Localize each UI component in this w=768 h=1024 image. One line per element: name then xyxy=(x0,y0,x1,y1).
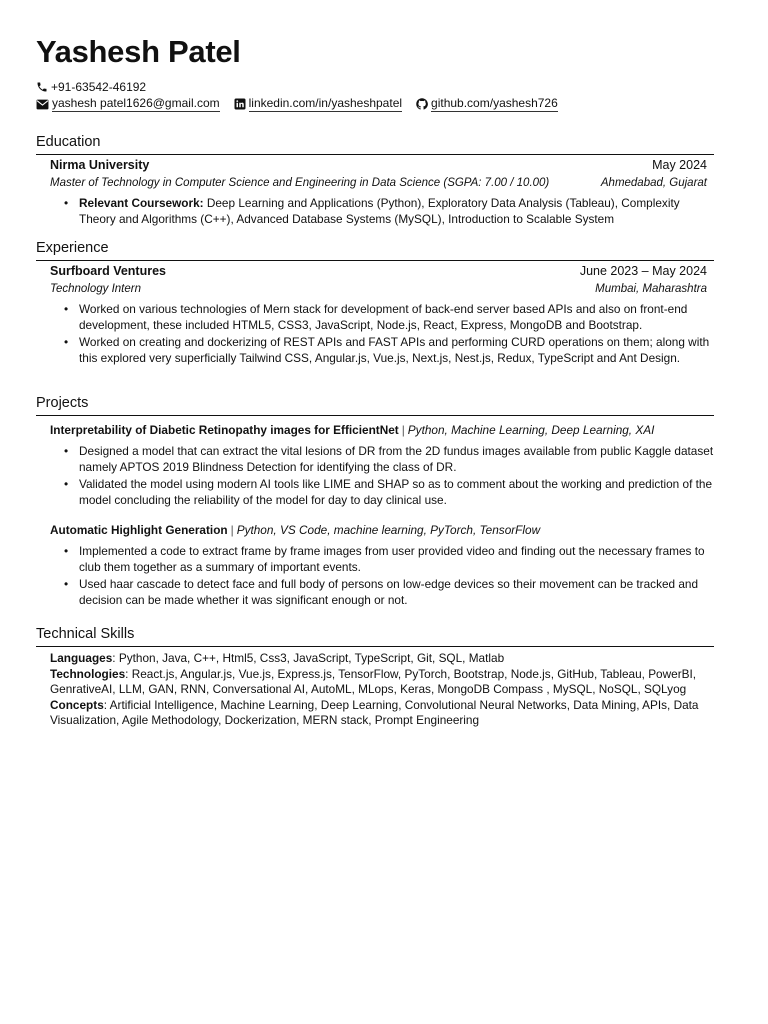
project-separator: | xyxy=(230,523,234,537)
phone-contact xyxy=(36,80,146,94)
list-item xyxy=(64,196,716,227)
project-title: Automatic Highlight Generation xyxy=(50,523,228,537)
project-separator: | xyxy=(401,423,405,437)
experience-role-row xyxy=(50,283,707,295)
experience-company-row xyxy=(50,264,707,278)
education-bullets xyxy=(64,196,716,229)
list-item: • Used haar cascade to detect face and full body of persons on low-edge devices so their movement can be tracked and decision can be made whether it was significant enough or not. xyxy=(64,577,716,608)
school-name: Nirma University xyxy=(50,158,150,172)
coursework-text: Deep Learning and Applications (Python), Exploratory Data Analysis (Tableau), Complexity Theory and Algorithms (C++), Advanced Database Systems (MySQL), Introduction to Scalable System xyxy=(79,196,680,226)
skills-heading: Technical Skills xyxy=(36,626,135,642)
links-row xyxy=(36,96,572,112)
education-degree-row xyxy=(50,177,707,189)
github-link[interactable]: github.com/yashesh726 xyxy=(431,96,558,110)
education-heading: Education xyxy=(36,134,101,150)
school-location: Ahmedabad, Gujarat xyxy=(600,177,707,189)
skills-divider xyxy=(36,646,714,647)
technologies-label: Technologies xyxy=(50,666,126,681)
skills-technologies xyxy=(50,667,710,698)
skills-concepts xyxy=(50,698,710,729)
linkedin-icon xyxy=(234,98,246,110)
concepts-text: : Artificial Intelligence, Machine Learning, Deep Learning, Convolutional Neural Networks, Data Mining, APIs, Data Visualization, Agile Methodology, Dockerization, MERN stack, Prompt Engineering xyxy=(50,697,699,727)
education-divider xyxy=(36,154,714,155)
graduation-date: May 2024 xyxy=(652,158,707,172)
coursework-label: Relevant Coursework: xyxy=(79,196,204,210)
project-tech: Python, VS Code, machine learning, PyTorch, TensorFlow xyxy=(236,523,541,537)
project-1-heading xyxy=(50,423,654,437)
degree: Master of Technology in Computer Science and Engineering in Data Science (SGPA: 7.00 / 10.00) xyxy=(50,177,550,189)
project-tech: Python, Machine Learning, Deep Learning, XAI xyxy=(407,423,655,437)
experience-date: June 2023 – May 2024 xyxy=(579,264,707,278)
concepts-label: Concepts xyxy=(50,697,104,712)
languages-text: : Python, Java, C++, Html5, Css3, JavaScript, TypeScript, Git, SQL, Matlab xyxy=(112,651,505,665)
education-school-row xyxy=(50,158,707,172)
experience-bullets xyxy=(64,302,716,368)
envelope-icon xyxy=(36,99,49,110)
candidate-name: Yashesh Patel xyxy=(36,34,241,69)
project-2-heading xyxy=(50,523,540,537)
github-contact[interactable] xyxy=(416,96,558,112)
list-item: • Validated the model using modern AI tools like LIME and SHAP so as to comment about the working and prediction of the model concluding the reliability of the model for day to day clinical use. xyxy=(64,477,716,508)
project-2-bullets xyxy=(64,544,716,610)
email-link[interactable]: yashesh patel1626@gmail.com xyxy=(52,96,220,110)
job-location: Mumbai, Maharashtra xyxy=(595,283,707,295)
skills-languages xyxy=(50,651,710,667)
phone-icon xyxy=(36,81,48,93)
skills-block xyxy=(50,651,710,729)
list-item: • Implemented a code to extract frame by frame images from user provided video and finding out the necessary frames to club them together as a summary of important events. xyxy=(64,544,716,575)
list-item: • Worked on various technologies of Mern stack for development of back-end server based APIs and also on front-end development, these included HTML5, CSS3, JavaScript, Node.js, React, Express, MongoDB and Bootstrap. xyxy=(64,302,716,333)
phone-row xyxy=(36,80,160,94)
list-item: • Designed a model that can extract the vital lesions of DR from the 2D fundus images available from public Kaggle dataset namely APTOS 2019 Blindness Detection for identifying the class of DR. xyxy=(64,444,716,475)
linkedin-contact[interactable] xyxy=(234,96,402,112)
linkedin-link[interactable]: linkedin.com/in/yasheshpatel xyxy=(248,96,403,110)
project-1-bullets xyxy=(64,444,716,510)
projects-divider xyxy=(36,415,714,416)
projects-heading: Projects xyxy=(36,395,89,411)
company-name: Surfboard Ventures xyxy=(50,264,166,278)
languages-label: Languages xyxy=(50,651,113,665)
experience-divider xyxy=(36,260,714,261)
list-item: • Worked on creating and dockerizing of REST APIs and FAST APIs and performing CURD operations on them; along with this explored very superficially Tailwind CSS, Angular.js, Vue.js, Next.js, Nest.js, Redux, TypeScript and Ant Design. xyxy=(64,335,716,366)
project-title: Interpretability of Diabetic Retinopathy images for EfficientNet xyxy=(50,423,399,437)
phone-number: +91-63542-46192 xyxy=(51,80,147,94)
job-role: Technology Intern xyxy=(50,283,142,295)
technologies-text: : React.js, Angular.js, Vue.js, Express.js, TensorFlow, PyTorch, Bootstrap, Node.js, GitHub, Tableau, PowerBI, GenrativeAI, LLM, GAN, RNN, Conversational AI, AutoML, MLops, Keras, MongoDB Compass , MySQL, NoSQL, SQLyog xyxy=(50,666,697,696)
email-contact[interactable] xyxy=(36,96,220,112)
experience-heading: Experience xyxy=(36,240,109,256)
github-icon xyxy=(416,98,428,110)
